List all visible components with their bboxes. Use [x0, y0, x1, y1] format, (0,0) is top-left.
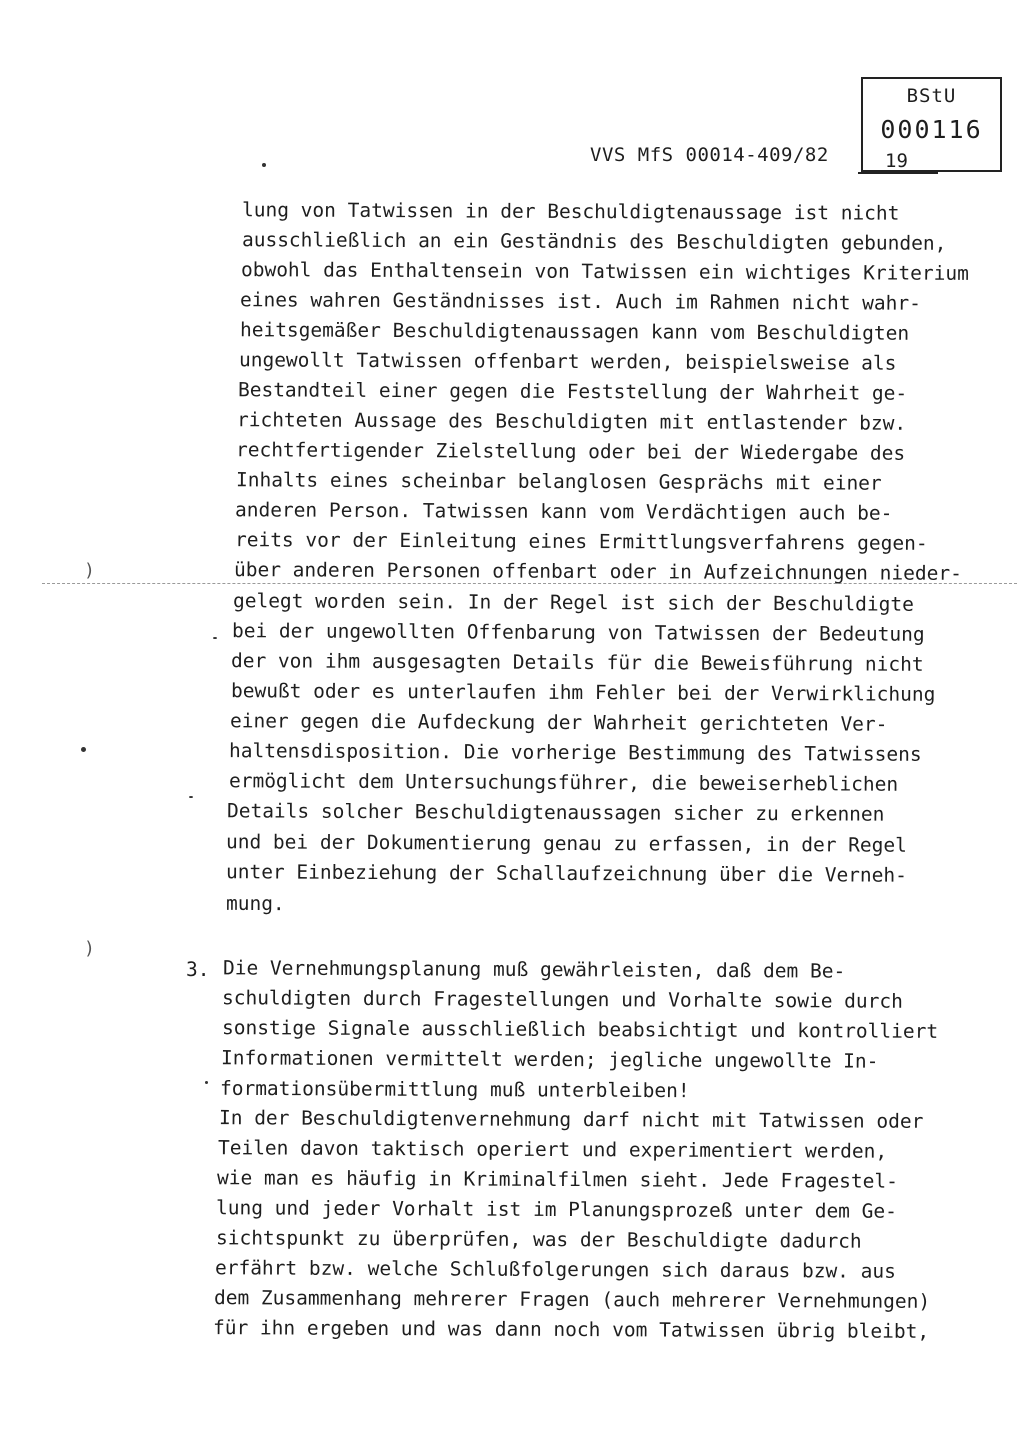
text-line: gelegt worden sein. In der Regel ist sich der Beschuldigte	[232, 589, 914, 616]
text-line: für ihn ergeben und was dann noch vom Tatwissen übrig bleibt,	[212, 1316, 930, 1343]
text-line: und bei der Dokumentierung genau zu erfassen, in der Regel	[225, 830, 907, 857]
scan-speck	[213, 637, 217, 639]
text-line: bewußt oder es unterlaufen ihm Fehler bei der Verwirklichung	[230, 679, 936, 706]
text-line: mung.	[225, 891, 285, 916]
text-line: In der Beschuldigtenvernehmung darf nicht mit Tatwissen oder	[218, 1106, 924, 1133]
text-line: dem Zusammenhang mehrerer Fragen (auch mehrerer Vernehmungen)	[213, 1286, 931, 1313]
text-line: einer gegen die Aufdeckung der Wahrheit gerichteten Ver-	[229, 709, 888, 736]
text-line: erfährt bzw. welche Schlußfolgerungen sich daraus bzw. aus	[214, 1256, 896, 1283]
scan-speck	[262, 163, 266, 167]
text-line: Die Vernehmungsplanung muß gewährleisten, daß dem Be-	[222, 956, 846, 983]
text-line: ermöglicht dem Untersuchungsführer, die beweiserheblichen	[228, 769, 899, 796]
text-line: sichtspunkt zu überprüfen, was der Beschuldigte dadurch	[215, 1226, 862, 1253]
page-number: 19	[885, 150, 908, 172]
archive-stamp	[861, 77, 1002, 172]
scan-speck	[189, 796, 193, 798]
text-line: schuldigten durch Fragestellungen und Vorhalte sowie durch	[221, 986, 903, 1013]
text-line: heitsgemäßer Beschuldigtenaussagen kann vom Beschuldigten	[239, 318, 910, 345]
text-line: Bestandteil einer gegen die Feststellung der Wahrheit ge-	[237, 378, 908, 405]
text-line: bei der ungewollten Offenbarung von Tatwissen der Bedeutung	[231, 619, 925, 646]
text-line: anderen Person. Tatwissen kann vom Verdächtigen auch be-	[234, 498, 893, 525]
text-line: wie man es häufig in Kriminalfilmen sieht. Jede Fragestel-	[216, 1166, 898, 1193]
text-line: Details solcher Beschuldigtenaussagen sicher zu erkennen	[226, 799, 885, 826]
text-line: ungewollt Tatwissen offenbart werden, beispielsweise als	[238, 348, 897, 375]
text-line: der von ihm ausgesagten Details für die Beweisführung nicht	[230, 649, 924, 676]
text-line: haltensdisposition. Die vorherige Bestimmung des Tatwissens	[228, 739, 922, 766]
text-line: formationsübermittlung muß unterbleiben!	[219, 1076, 690, 1103]
list-marker: 3.	[186, 958, 210, 981]
text-line: lung und jeder Vorhalt ist im Planungsprozeß unter dem Ge-	[215, 1196, 897, 1223]
page-number-underline	[858, 172, 938, 174]
text-line: Teilen davon taktisch operiert und experimentiert werden,	[217, 1136, 888, 1163]
margin-punch-mark: )	[84, 938, 95, 959]
text-line: ausschließlich an ein Geständnis des Beschuldigten gebunden,	[241, 228, 947, 255]
margin-punch-mark: )	[84, 560, 95, 581]
stamp-organization: BStU	[906, 85, 957, 107]
text-line: rechtfertigender Zielstellung oder bei der Wiedergabe des	[235, 438, 906, 465]
text-line: Informationen vermittelt werden; jegliche ungewollte In-	[220, 1046, 879, 1073]
text-line: reits vor der Einleitung eines Ermittlungsverfahrens gegen-	[234, 528, 928, 555]
scan-speck	[205, 1081, 208, 1084]
scan-speck	[81, 747, 86, 752]
text-line: lung von Tatwissen in der Beschuldigtenaussage ist nicht	[241, 198, 900, 225]
stamp-document-number: 000116	[880, 115, 983, 144]
text-line: eines wahren Geständnisses ist. Auch im Rahmen nicht wahr-	[239, 288, 921, 315]
text-line: richteten Aussage des Beschuldigten mit entlastender bzw.	[236, 408, 907, 435]
text-line: obwohl das Enthaltensein von Tatwissen ein wichtiges Kriterium	[240, 258, 969, 285]
document-reference: VVS MfS 00014-409/82	[590, 144, 829, 166]
text-line: sonstige Signale ausschließlich beabsichtigt und kontrolliert	[221, 1016, 939, 1043]
text-line: über anderen Personen offenbart oder in Aufzeichnungen nieder-	[233, 558, 962, 585]
text-line: Inhalts eines scheinbar belanglosen Gesprächs mit einer	[235, 468, 882, 495]
text-line: unter Einbeziehung der Schallaufzeichnung über die Verneh-	[225, 860, 907, 887]
